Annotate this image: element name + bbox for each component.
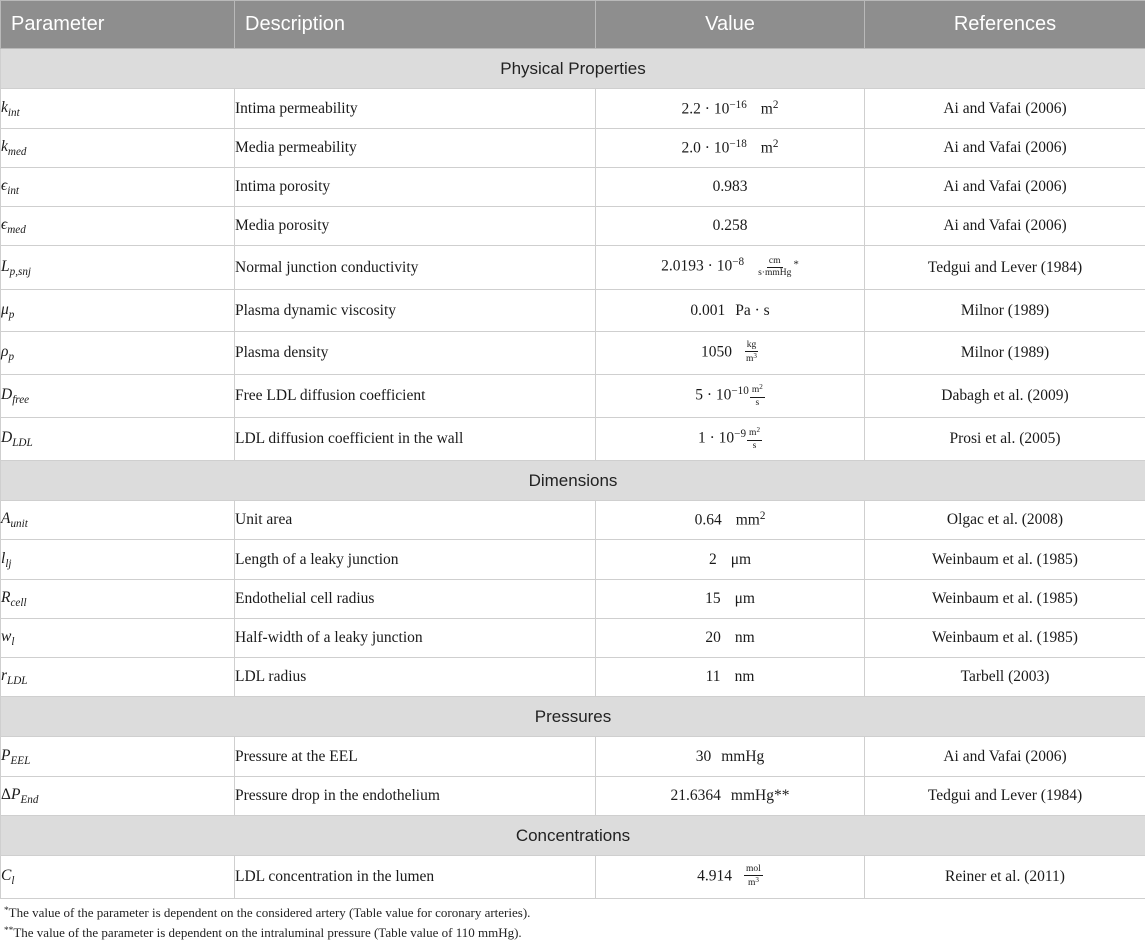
parameter-description: LDL concentration in the lumen [235,856,596,899]
parameter-reference: Ai and Vafai (2006) [865,737,1145,777]
section-title: Concentrations [1,816,1145,856]
section-title: Dimensions [1,461,1145,501]
parameter-description: Length of a leaky junction [235,540,596,580]
table-row [1,129,1145,168]
parameter-symbol: $l_{lj}$ [1,540,235,580]
parameter-value: 1050 $\frac{kg}{m^3}$ [596,332,865,375]
unit-fraction: $\frac{m^2}{s}$ [749,425,760,451]
table-row [1,332,1145,375]
parameter-description: Unit area [235,501,596,540]
column-header-description: Description [235,1,596,49]
parameter-description: Plasma density [235,332,596,375]
parameter-symbol: $D_{free}$ [1,375,235,418]
parameter-symbol: $\mu_p$ [1,290,235,332]
unit-fraction: $\frac{m^2}{s}$ [751,382,763,408]
parameter-description: Half-width of a leaky junction [235,619,596,658]
table-row [1,501,1145,540]
footnote: *The value of the parameter is dependent on the considered artery (Table value for coronary arteries). [4,905,531,921]
table-row [1,290,1145,332]
table-row [1,580,1145,619]
parameter-value: 15 μm [596,580,865,619]
parameter-value: 0.64 $mm^2$ [596,501,865,540]
parameter-symbol: $w_l$ [1,619,235,658]
parameter-value: $2.0193 \cdot 10^{-8}$ $\frac{cm}{\text{s·mmHg}}$ * [596,246,865,290]
parameter-description: Free LDL diffusion coefficient [235,375,596,418]
parameter-value: 20 nm [596,619,865,658]
footnote: **The value of the parameter is dependent on the intraluminal pressure (Table value of 110 mmHg). [4,925,522,941]
parameter-reference: Weinbaum et al. (1985) [865,580,1145,619]
table-footnotes [4,902,1134,942]
parameter-symbol: $C_l$ [1,856,235,899]
parameter-symbol: $P_{EEL}$ [1,737,235,777]
parameter-value: 0.001 Pa · s [596,290,865,332]
section-title: Pressures [1,697,1145,737]
parameter-reference: Ai and Vafai (2006) [865,89,1145,129]
section-row-physical-properties [1,49,1145,89]
parameter-description: Media porosity [235,207,596,246]
unit-fraction: $\frac{cm}{\text{s·mmHg}}$ [758,255,792,278]
section-row-concentrations [1,816,1145,856]
section-row-pressures [1,697,1145,737]
parameter-description: Intima porosity [235,168,596,207]
parameter-description: Endothelial cell radius [235,580,596,619]
parameter-description: Pressure at the EEL [235,737,596,777]
parameter-value: 21.6364 mmHg** [596,777,865,816]
parameter-symbol: $r_{LDL}$ [1,658,235,697]
parameter-symbol: $D_{LDL}$ [1,418,235,461]
table-row [1,856,1145,899]
table-row [1,658,1145,697]
parameter-value: 4.914 $\frac{\text{mol}}{m^3}$ [596,856,865,899]
parameter-description: Normal junction conductivity [235,246,596,290]
parameter-value: 0.983 [596,168,865,207]
parameter-description: LDL radius [235,658,596,697]
table-row [1,777,1145,816]
parameter-value: $1 \cdot 10^{-9}$ $\frac{m^2}{s}$ [596,418,865,461]
parameter-value: $5 \cdot 10^{-10}$ $\frac{m^2}{s}$ [596,375,865,418]
unit-fraction: $\frac{kg}{m^3}$ [746,339,757,365]
table-row [1,246,1145,290]
table-row [1,737,1145,777]
header-row [1,1,1145,49]
parameter-description: Plasma dynamic viscosity [235,290,596,332]
parameter-symbol: $\epsilon_{int}$ [1,168,235,207]
parameter-reference: Ai and Vafai (2006) [865,207,1145,246]
section-title: Physical Properties [1,49,1145,89]
parameter-reference: Tedgui and Lever (1984) [865,246,1145,290]
parameter-value: $2.0 \cdot 10^{-18}$ $m^2$ [596,129,865,168]
parameter-reference: Ai and Vafai (2006) [865,129,1145,168]
parameter-reference: Dabagh et al. (2009) [865,375,1145,418]
table-row [1,418,1145,461]
unit-fraction: $\frac{\text{mol}}{m^3}$ [746,863,761,889]
parameter-symbol: $A_{unit}$ [1,501,235,540]
parameter-symbol: $\epsilon_{med}$ [1,207,235,246]
parameter-description: LDL diffusion coefficient in the wall [235,418,596,461]
parameter-reference: Weinbaum et al. (1985) [865,540,1145,580]
section-row-dimensions [1,461,1145,501]
table-row [1,207,1145,246]
column-header-references: References [865,1,1145,49]
parameter-symbol: $R_{cell}$ [1,580,235,619]
column-header-value: Value [596,1,865,49]
parameter-description: Media permeability [235,129,596,168]
table-row [1,375,1145,418]
parameter-reference: Tarbell (2003) [865,658,1145,697]
parameter-value: 30 mmHg [596,737,865,777]
table-row [1,89,1145,129]
parameter-value: 0.258 [596,207,865,246]
parameter-symbol: $L_{p,snj}$ [1,246,235,290]
parameter-reference: Tedgui and Lever (1984) [865,777,1145,816]
column-header-parameter: Parameter [1,1,235,49]
parameter-reference: Reiner et al. (2011) [865,856,1145,899]
table-row [1,540,1145,580]
parameter-value: $2.2 \cdot 10^{-16}$ $m^2$ [596,89,865,129]
parameter-reference: Weinbaum et al. (1985) [865,619,1145,658]
parameter-description: Pressure drop in the endothelium [235,777,596,816]
parameter-reference: Milnor (1989) [865,290,1145,332]
parameter-symbol: $\rho_p$ [1,332,235,375]
parameter-reference: Prosi et al. (2005) [865,418,1145,461]
parameter-symbol: $k_{med}$ [1,129,235,168]
parameter-reference: Ai and Vafai (2006) [865,168,1145,207]
parameter-value: 11 nm [596,658,865,697]
table-row [1,168,1145,207]
parameter-description: Intima permeability [235,89,596,129]
parameter-reference: Milnor (1989) [865,332,1145,375]
table-row [1,619,1145,658]
parameter-reference: Olgac et al. (2008) [865,501,1145,540]
parameter-symbol: $\Delta P_{End}$ [1,777,235,816]
parameter-symbol: $k_{int}$ [1,89,235,129]
parameter-value: 2 μm [596,540,865,580]
